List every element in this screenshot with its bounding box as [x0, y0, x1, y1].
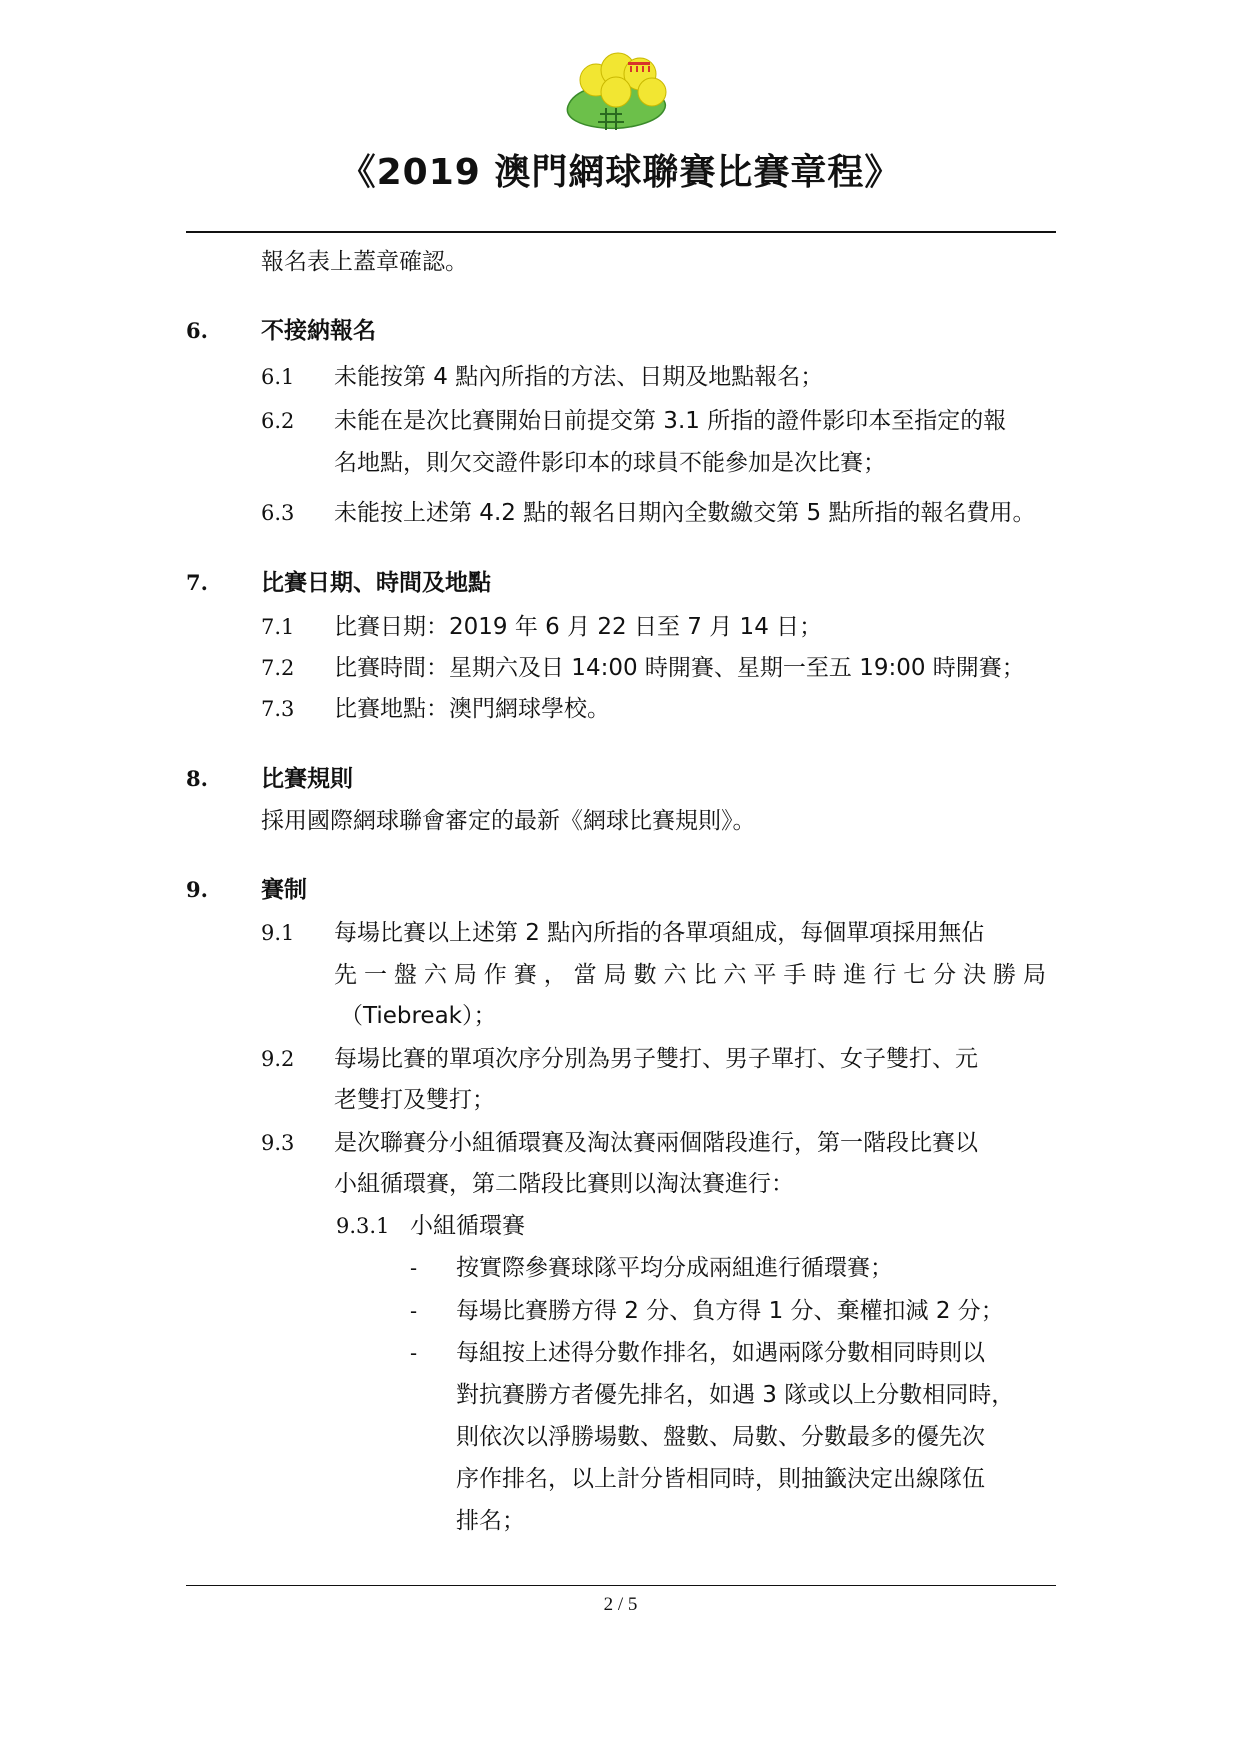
- item-6-3-number: 6.3: [261, 501, 295, 525]
- association-logo: [560, 44, 680, 134]
- bullet-3-text-line1: 每組按上述得分數作排名，如遇兩隊分數相同時則以: [456, 1340, 985, 1366]
- section-8-body: 採用國際網球聯會審定的最新《網球比賽規則》。: [261, 808, 756, 834]
- item-9-3-text-line2: 小組循環賽，第二階段比賽則以淘汰賽進行：: [334, 1171, 794, 1197]
- bullet-dash: -: [410, 1299, 418, 1323]
- item-6-1-number: 6.1: [261, 365, 295, 389]
- bullet-dash: -: [410, 1341, 418, 1365]
- item-6-2-number: 6.2: [261, 409, 295, 433]
- tennis-association-logo-icon: [560, 44, 680, 134]
- item-6-1-text: 未能按第 4 點內所指的方法、日期及地點報名；: [334, 364, 824, 390]
- item-7-1-number: 7.1: [261, 615, 295, 639]
- item-7-2-number: 7.2: [261, 656, 295, 680]
- item-7-3-text: 比賽地點：澳門網球學校。: [334, 696, 610, 722]
- item-9-2-text-line2: 老雙打及雙打；: [334, 1087, 495, 1113]
- document-title: 《2019 澳門網球聯賽比賽章程》: [339, 152, 902, 193]
- bullet-dash: -: [410, 1256, 418, 1280]
- section-9-number: 9.: [186, 877, 208, 902]
- item-6-2-text-line2: 名地點，則欠交證件影印本的球員不能參加是次比賽；: [334, 450, 886, 476]
- page-number: 2 / 5: [603, 1594, 638, 1615]
- item-6-2-text-line1: 未能在是次比賽開始日前提交第 3.1 所指的證件影印本至指定的報: [334, 408, 1007, 434]
- item-9-3-number: 9.3: [261, 1131, 295, 1155]
- item-9-3-1-number: 9.3.1: [336, 1214, 390, 1238]
- footer-divider: [186, 1585, 1056, 1586]
- section-9-heading: 賽制: [261, 877, 307, 903]
- item-9-2-text-line1: 每場比賽的單項次序分別為男子雙打、男子單打、女子雙打、元: [334, 1046, 978, 1072]
- item-9-3-text-line1: 是次聯賽分小組循環賽及淘汰賽兩個階段進行，第一階段比賽以: [334, 1130, 978, 1156]
- bullet-3-text-line2: 對抗賽勝方者優先排名，如遇 3 隊或以上分數相同時，: [456, 1382, 1015, 1408]
- bullet-1-text: 按實際參賽球隊平均分成兩組進行循環賽；: [456, 1255, 893, 1281]
- item-9-2-number: 9.2: [261, 1047, 295, 1071]
- section-7-heading: 比賽日期、時間及地點: [261, 570, 491, 596]
- item-6-3-text: 未能按上述第 4.2 點的報名日期內全數繳交第 5 點所指的報名費用。: [334, 500, 1036, 526]
- item-9-1-number: 9.1: [261, 921, 295, 945]
- bullet-2-text: 每場比賽勝方得 2 分、負方得 1 分、棄權扣減 2 分；: [456, 1298, 1004, 1324]
- item-9-1-text-line3: （Tiebreak）；: [340, 1003, 497, 1029]
- item-7-2-text: 比賽時間：星期六及日 14:00 時開賽、星期一至五 19:00 時開賽；: [334, 655, 1025, 681]
- item-9-1-text-line2: 先一盤六局作賽，當局數六比六平手時進行七分決勝局: [334, 962, 1046, 988]
- item-9-1-text-line1: 每場比賽以上述第 2 點內所指的各單項組成，每個單項採用無佔: [334, 920, 985, 946]
- section-6-number: 6.: [186, 318, 208, 343]
- section-6-heading: 不接納報名: [261, 318, 376, 344]
- item-7-3-number: 7.3: [261, 697, 295, 721]
- bullet-3-text-line4: 序作排名，以上計分皆相同時，則抽籤決定出線隊伍: [456, 1466, 985, 1492]
- continuation-text: 報名表上蓋章確認。: [261, 249, 468, 275]
- section-7-number: 7.: [186, 570, 208, 595]
- bullet-3-text-line5: 排名；: [456, 1508, 525, 1534]
- header-divider: [186, 231, 1056, 233]
- section-8-number: 8.: [186, 766, 208, 791]
- bullet-3-text-line3: 則依次以淨勝場數、盤數、局數、分數最多的優先次: [456, 1424, 985, 1450]
- item-9-3-1-heading: 小組循環賽: [410, 1213, 525, 1239]
- section-8-heading: 比賽規則: [261, 766, 353, 792]
- item-7-1-text: 比賽日期：2019 年 6 月 22 日至 7 月 14 日；: [334, 614, 823, 640]
